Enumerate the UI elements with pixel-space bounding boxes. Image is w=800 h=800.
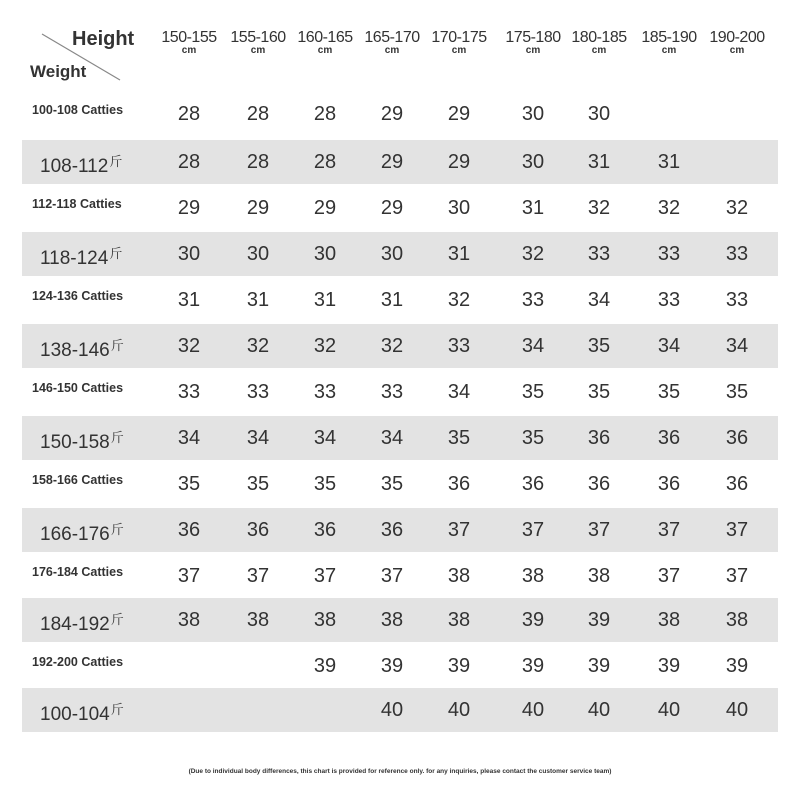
height-range-label: 150-155: [161, 29, 217, 46]
size-cell: 34: [177, 427, 201, 449]
size-cell: 38: [177, 609, 201, 631]
size-cell: [228, 644, 288, 688]
size-cell: 34: [521, 335, 545, 357]
size-cell: [639, 92, 699, 136]
size-cell: 32: [725, 197, 749, 219]
size-cell: 34: [657, 335, 681, 357]
size-cell: 28: [246, 103, 270, 125]
size-cell: 30: [447, 197, 471, 219]
size-cell: 32: [447, 289, 471, 311]
height-unit-label: cm: [181, 45, 197, 56]
weight-range-label: [32, 274, 123, 318]
height-unit-label: cm: [591, 45, 607, 56]
size-cell: 38: [380, 609, 404, 631]
size-cell: 37: [725, 565, 749, 587]
height-unit-label: cm: [250, 45, 266, 56]
table-row: [22, 324, 778, 368]
size-cell: 38: [521, 565, 545, 587]
weight-range-label: [40, 324, 124, 368]
size-cell: 39: [521, 609, 545, 631]
size-cell: 28: [246, 151, 270, 173]
size-cell: 36: [657, 473, 681, 495]
table-row: [22, 92, 778, 136]
size-cell: 37: [725, 519, 749, 541]
size-cell: 39: [521, 655, 545, 677]
size-cell: 32: [380, 335, 404, 357]
size-cell: 40: [521, 699, 545, 721]
size-cell: 30: [246, 243, 270, 265]
weight-range-text: 112-118 Catties: [32, 197, 122, 211]
size-cell: 31: [447, 243, 471, 265]
size-cell: 39: [313, 655, 337, 677]
weight-unit-label: 斤: [109, 154, 123, 169]
weight-range-text: 100-104: [40, 704, 110, 725]
height-column-header: [419, 30, 499, 56]
height-unit-label: cm: [661, 45, 677, 56]
size-cell: 31: [177, 289, 201, 311]
size-cell: 33: [313, 381, 337, 403]
size-cell: 28: [177, 151, 201, 173]
weight-axis-title: Weight: [30, 62, 87, 81]
weight-range-text: 108-112: [40, 156, 109, 177]
size-cell: 31: [657, 151, 681, 173]
size-cell: 30: [380, 243, 404, 265]
size-cell: 36: [521, 473, 545, 495]
size-cell: [159, 688, 219, 732]
size-cell: 33: [177, 381, 201, 403]
size-cell: 35: [587, 381, 611, 403]
weight-range-text: 192-200 Catties: [32, 655, 124, 669]
weight-range-label: [32, 88, 123, 132]
size-cell: 36: [447, 473, 471, 495]
table-row: [22, 416, 778, 460]
size-cell: 35: [521, 381, 545, 403]
size-cell: 36: [725, 473, 749, 495]
table-row: [22, 644, 778, 688]
size-cell: 33: [587, 243, 611, 265]
size-cell: 34: [313, 427, 337, 449]
size-cell: 37: [521, 519, 545, 541]
table-row: [22, 598, 778, 642]
size-cell: 34: [447, 381, 471, 403]
size-cell: 33: [447, 335, 471, 357]
weight-range-label: [32, 182, 122, 226]
size-cell: 30: [313, 243, 337, 265]
size-cell: 33: [657, 243, 681, 265]
size-cell: 38: [447, 609, 471, 631]
size-cell: 29: [447, 151, 471, 173]
weight-range-text: 176-184 Catties: [32, 565, 124, 579]
size-cell: 39: [587, 609, 611, 631]
size-cell: 39: [657, 655, 681, 677]
weight-unit-label: 斤: [110, 702, 124, 717]
size-cell: 31: [246, 289, 270, 311]
size-cell: 37: [657, 519, 681, 541]
size-cell: 35: [725, 381, 749, 403]
size-cell: [707, 92, 767, 136]
size-cell: 30: [521, 103, 545, 125]
size-cell: 40: [657, 699, 681, 721]
size-cell: 29: [177, 197, 201, 219]
weight-range-text: 184-192: [40, 614, 110, 635]
height-unit-label: cm: [451, 45, 467, 56]
height-unit-label: cm: [317, 45, 333, 56]
size-cell: 36: [587, 427, 611, 449]
size-cell: 35: [587, 335, 611, 357]
table-row: [22, 278, 778, 322]
size-cell: 33: [725, 243, 749, 265]
size-cell: 35: [177, 473, 201, 495]
size-cell: 33: [657, 289, 681, 311]
size-cell: [707, 140, 767, 184]
table-row: [22, 554, 778, 598]
height-unit-label: cm: [525, 45, 541, 56]
size-cell: 30: [587, 103, 611, 125]
weight-range-text: 146-150 Catties: [32, 381, 124, 395]
size-cell: 32: [313, 335, 337, 357]
size-cell: 29: [380, 103, 404, 125]
size-cell: 32: [587, 197, 611, 219]
size-cell: 28: [313, 103, 337, 125]
size-cell: 35: [246, 473, 270, 495]
size-cell: 38: [725, 609, 749, 631]
weight-range-label: [40, 416, 124, 460]
size-cell: 28: [313, 151, 337, 173]
table-row: [22, 688, 778, 732]
size-cell: 38: [313, 609, 337, 631]
table-row: [22, 370, 778, 414]
table-row: [22, 140, 778, 184]
table-row: [22, 508, 778, 552]
size-cell: 38: [657, 609, 681, 631]
size-cell: 40: [380, 699, 404, 721]
size-cell: 33: [246, 381, 270, 403]
size-cell: 31: [521, 197, 545, 219]
height-range-label: 160-165: [297, 29, 353, 46]
size-cell: 35: [657, 381, 681, 403]
size-cell: 36: [380, 519, 404, 541]
size-cell: 34: [246, 427, 270, 449]
size-cell: 37: [447, 519, 471, 541]
size-cell: 29: [447, 103, 471, 125]
size-cell: 34: [725, 335, 749, 357]
height-unit-label: cm: [384, 45, 400, 56]
height-range-label: 180-185: [571, 29, 627, 46]
size-cell: 36: [657, 427, 681, 449]
weight-range-text: 118-124: [40, 248, 109, 269]
weight-range-label: [40, 140, 122, 184]
height-column-header: [149, 30, 229, 56]
height-unit-label: cm: [729, 45, 745, 56]
size-cell: 36: [313, 519, 337, 541]
size-cell: 39: [725, 655, 749, 677]
height-axis-title: Height: [72, 28, 135, 50]
weight-range-text: 158-166 Catties: [32, 473, 124, 487]
weight-unit-label: 斤: [110, 522, 124, 537]
size-cell: 33: [380, 381, 404, 403]
weight-range-text: 124-136 Catties: [32, 289, 124, 303]
size-cell: 33: [725, 289, 749, 311]
size-cell: 31: [380, 289, 404, 311]
weight-range-label: [32, 640, 123, 684]
size-cell: 29: [380, 151, 404, 173]
size-cell: 39: [447, 655, 471, 677]
size-cell: 35: [447, 427, 471, 449]
size-cell: 36: [587, 473, 611, 495]
size-cell: 37: [380, 565, 404, 587]
size-cell: 38: [587, 565, 611, 587]
size-cell: 35: [380, 473, 404, 495]
height-range-label: 185-190: [641, 29, 697, 46]
size-cell: 39: [587, 655, 611, 677]
height-range-label: 155-160: [230, 29, 286, 46]
size-cell: 37: [657, 565, 681, 587]
size-cell: 31: [313, 289, 337, 311]
height-range-label: 175-180: [505, 29, 561, 46]
size-cell: 33: [521, 289, 545, 311]
height-range-label: 190-200: [709, 29, 765, 46]
size-cell: 38: [246, 609, 270, 631]
weight-range-text: 166-176: [40, 524, 110, 545]
size-cell: 30: [521, 151, 545, 173]
size-cell: 37: [587, 519, 611, 541]
size-cell: 29: [246, 197, 270, 219]
weight-range-text: 150-158: [40, 432, 110, 453]
size-cell: 36: [725, 427, 749, 449]
size-cell: 37: [313, 565, 337, 587]
size-cell: 34: [587, 289, 611, 311]
weight-range-label: [40, 508, 124, 552]
size-cell: 28: [177, 103, 201, 125]
height-range-label: 170-175: [431, 29, 487, 46]
corner-header: [22, 22, 162, 90]
weight-range-label: [40, 598, 124, 642]
size-cell: 32: [177, 335, 201, 357]
size-cell: 29: [313, 197, 337, 219]
size-cell: 29: [380, 197, 404, 219]
size-cell: 37: [246, 565, 270, 587]
weight-unit-label: 斤: [110, 338, 124, 353]
table-row: [22, 186, 778, 230]
height-column-header: [697, 30, 777, 56]
size-cell: 32: [657, 197, 681, 219]
table-row: [22, 232, 778, 276]
size-cell: 40: [587, 699, 611, 721]
weight-unit-label: 斤: [110, 612, 124, 627]
size-cell: 31: [587, 151, 611, 173]
size-cell: 36: [246, 519, 270, 541]
size-cell: [228, 688, 288, 732]
height-range-label: 165-170: [364, 29, 420, 46]
size-cell: [159, 644, 219, 688]
weight-range-text: 100-108 Catties: [32, 103, 124, 117]
size-cell: 37: [177, 565, 201, 587]
weight-range-label: [32, 366, 123, 410]
table-row: [22, 462, 778, 506]
size-cell: 32: [521, 243, 545, 265]
weight-range-label: [40, 688, 124, 732]
weight-range-text: 138-146: [40, 340, 110, 361]
size-cell: 35: [521, 427, 545, 449]
size-cell: 39: [380, 655, 404, 677]
size-cell: 32: [246, 335, 270, 357]
size-cell: 34: [380, 427, 404, 449]
size-cell: 35: [313, 473, 337, 495]
weight-unit-label: 斤: [110, 430, 124, 445]
height-column-header: [559, 30, 639, 56]
size-cell: 30: [177, 243, 201, 265]
size-cell: 40: [447, 699, 471, 721]
weight-unit-label: 斤: [109, 246, 123, 261]
size-cell: 40: [725, 699, 749, 721]
size-cell: 38: [447, 565, 471, 587]
size-cell: [295, 688, 355, 732]
weight-range-label: [32, 550, 123, 594]
size-cell: 36: [177, 519, 201, 541]
footnote: (Due to individual body differences, this chart is provided for reference only. for any inquiries, please contact the customer service team): [188, 768, 612, 775]
weight-range-label: [32, 458, 123, 502]
weight-range-label: [40, 232, 122, 276]
